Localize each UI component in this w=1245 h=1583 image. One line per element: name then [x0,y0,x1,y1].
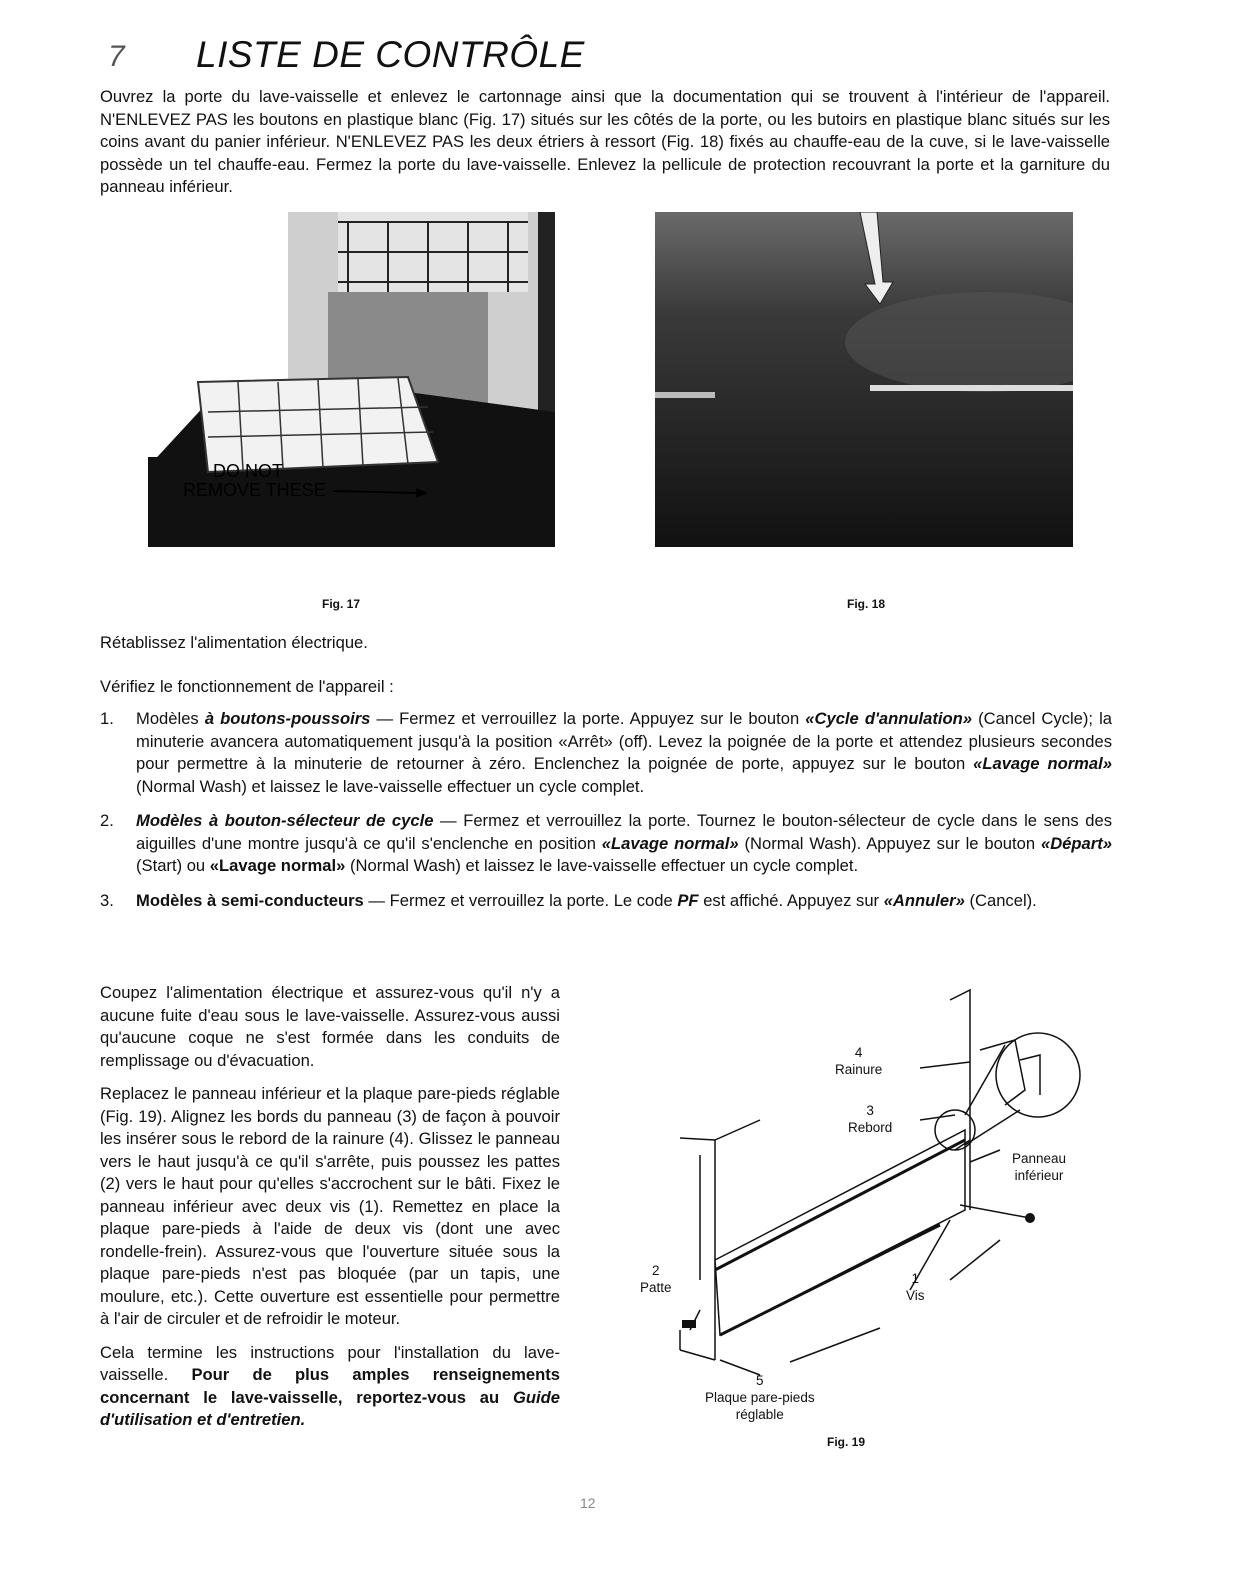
page-title: LISTE DE CONTRÔLE [196,34,585,75]
label-panneau [1012,1150,1066,1184]
text-segment: — Fermez et verrouillez la porte. Le code [363,890,678,910]
label-text: réglable [735,1407,784,1422]
step-text [136,811,1112,875]
label-number: 3 [866,1103,874,1118]
label-patte [640,1262,672,1296]
text-segment: Replacez le panneau inférieur et la plaque pare-pieds réglable (Fig. 19). Alignez les bords du panneau (3) de façon à pouvoir les insérer sous le rebord de la rainure (4). Glissez le panneau vers le haut jusqu'à ce qu'il s'arrête, puis poussez les pattes (2) vers le haut pour qu'elles s'accrochent sur le bâti. Fixez le panneau inférieur avec deux vis (1). Remettez en place la plaque pare-pieds à l'aide de deux vis (dont une avec rondelle-frein). Assurez-vous que l'ouverture située sous la plaque pare-pieds n'est pas bloquée (par un tapis, une moulure, etc.). Cette ouverture est essentielle pour permettre à l'air de circuler et de refroidir le moteur. [100,1084,560,1328]
emphasized-text: «Départ» [1040,833,1112,853]
label-plaque [705,1372,815,1423]
label-text: Vis [906,1288,925,1303]
step-number: 3. [100,890,114,910]
label-text: Rebord [848,1120,893,1135]
label-rebord [848,1102,892,1136]
emphasized-text: Modèles à semi-conducteurs [136,890,364,910]
label-rainure [835,1044,882,1078]
emphasized-text: «Lavage normal» [973,754,1112,773]
section-number: 7 [108,40,125,73]
label-number: 2 [652,1263,660,1278]
step-number: 1. [100,709,114,728]
step-number: 2. [100,811,114,830]
text-segment: — Fermez et verrouillez la porte. Tournez le bouton-sélecteur de cycle dans le sens des aiguilles d'une montre jusqu'à ce qu'il s'enclenche en position [136,811,1112,853]
paragraph [100,1342,560,1432]
label-text: Panneau [1012,1151,1067,1166]
text-segment: (Normal Wash) et laissez le lave-vaisselle effectuer un cycle complet. [345,856,859,875]
fig17-label-line1: DO NOT [213,461,283,481]
fig18-photo [655,212,1073,547]
step-text [136,891,1037,910]
step-item [100,890,1112,913]
text-segment: Cela termine les instructions pour l'installation du lave-vaisselle. [100,1342,560,1384]
heater-spring-clip-image [655,212,1073,547]
label-number: 4 [854,1045,863,1060]
emphasized-text: «Cycle d'annulation» [805,709,973,728]
text-segment: (Cancel). [964,890,1037,910]
text-segment: (Start) ou [136,856,210,875]
fig17-label-line2: REMOVE THESE [183,480,326,500]
emphasized-text: «Lavage normal» [209,856,346,875]
label-text: Rainure [835,1062,883,1077]
fig19-caption: Fig. 19 [827,1435,866,1449]
paragraph [100,982,560,1072]
fig19-diagram [620,980,1090,1460]
emphasized-text: à boutons-poussoirs [204,709,371,728]
emphasized-text: PF [677,890,699,910]
step-text [136,709,1112,796]
emphasized-text: Pour de plus amples renseignements concernant le lave-vaisselle, reportez-vous au [100,1365,560,1407]
restore-power-text: Rétablissez l'alimentation électrique. [100,633,368,652]
paragraph [100,1083,560,1331]
label-text: Patte [640,1280,672,1295]
text-segment: Modèles [136,709,205,728]
label-text: Plaque pare-pieds [705,1390,815,1405]
emphasized-text: «Annuler» [883,890,965,910]
text-segment: (Cancel Cycle); la minuterie avancera automatiquement jusqu'à la position «Arrêt» (off). Levez la poignée de la porte et attendez plusieurs secondes pour permettre à la minuterie de retourner à zéro. Enclenchez la poignée de porte, appuyez sur le bouton [136,709,1112,773]
label-vis [906,1270,925,1304]
dishwasher-rack-image [148,212,555,547]
label-number: 1 [911,1271,920,1286]
text-segment: est affiché. Appuyez sur [698,890,884,910]
fig18-caption: Fig. 18 [847,597,886,611]
step-item [100,810,1112,878]
screw-icon [1025,1213,1035,1223]
text-segment: (Normal Wash) et laissez le lave-vaisselle effectuer un cycle complet. [136,776,645,796]
emphasized-text: Modèles à bouton-sélecteur de cycle [136,811,434,830]
intro-paragraph: Ouvrez la porte du lave-vaisselle et enlevez le cartonnage ainsi que la documentation qui se trouvent à l'intérieur de l'appareil. N'ENLEVEZ PAS les boutons en plastique blanc (Fig. 17) situés sur les côtés de la porte, ou les butoirs en plastique blanc situés sur les coins avant du panier inférieur. N'ENLEVEZ PAS les deux étriers à ressort (Fig. 18) fixés au chauffe-eau de la cuve, si le lave-vaisselle possède un tel chauffe-eau. Fermez la porte du lave-vaisselle. Enlevez la pellicule de protection recouvrant la porte et la garniture du panneau inférieur. [100,87,1110,196]
steps-list [100,708,1112,924]
page-number: 12 [580,1495,596,1511]
text-segment: (Normal Wash). Appuyez sur le bouton [738,833,1041,853]
fig17-caption: Fig. 17 [322,597,361,611]
text-segment: Coupez l'alimentation électrique et assurez-vous qu'il n'y a aucune fuite d'eau sous le lave-vaisselle. Assurez-vous aussi qu'aucune coque ne s'est formée dans les conduits de remplissage ou d'évacuation. [100,983,560,1070]
text-segment: — Fermez et verrouillez la porte. Appuyez sur le bouton [370,709,806,728]
emphasized-text: «Lavage normal» [601,833,739,853]
label-text: inférieur [1014,1168,1064,1183]
fig17-photo [148,212,555,547]
verify-text: Vérifiez le fonctionnement de l'appareil : [100,677,394,696]
emphasized-text: Guide d'utilisation et d'entretien. [100,1387,560,1429]
label-number: 5 [756,1373,764,1388]
reinstall-instructions [100,982,560,1443]
step-item [100,708,1112,798]
